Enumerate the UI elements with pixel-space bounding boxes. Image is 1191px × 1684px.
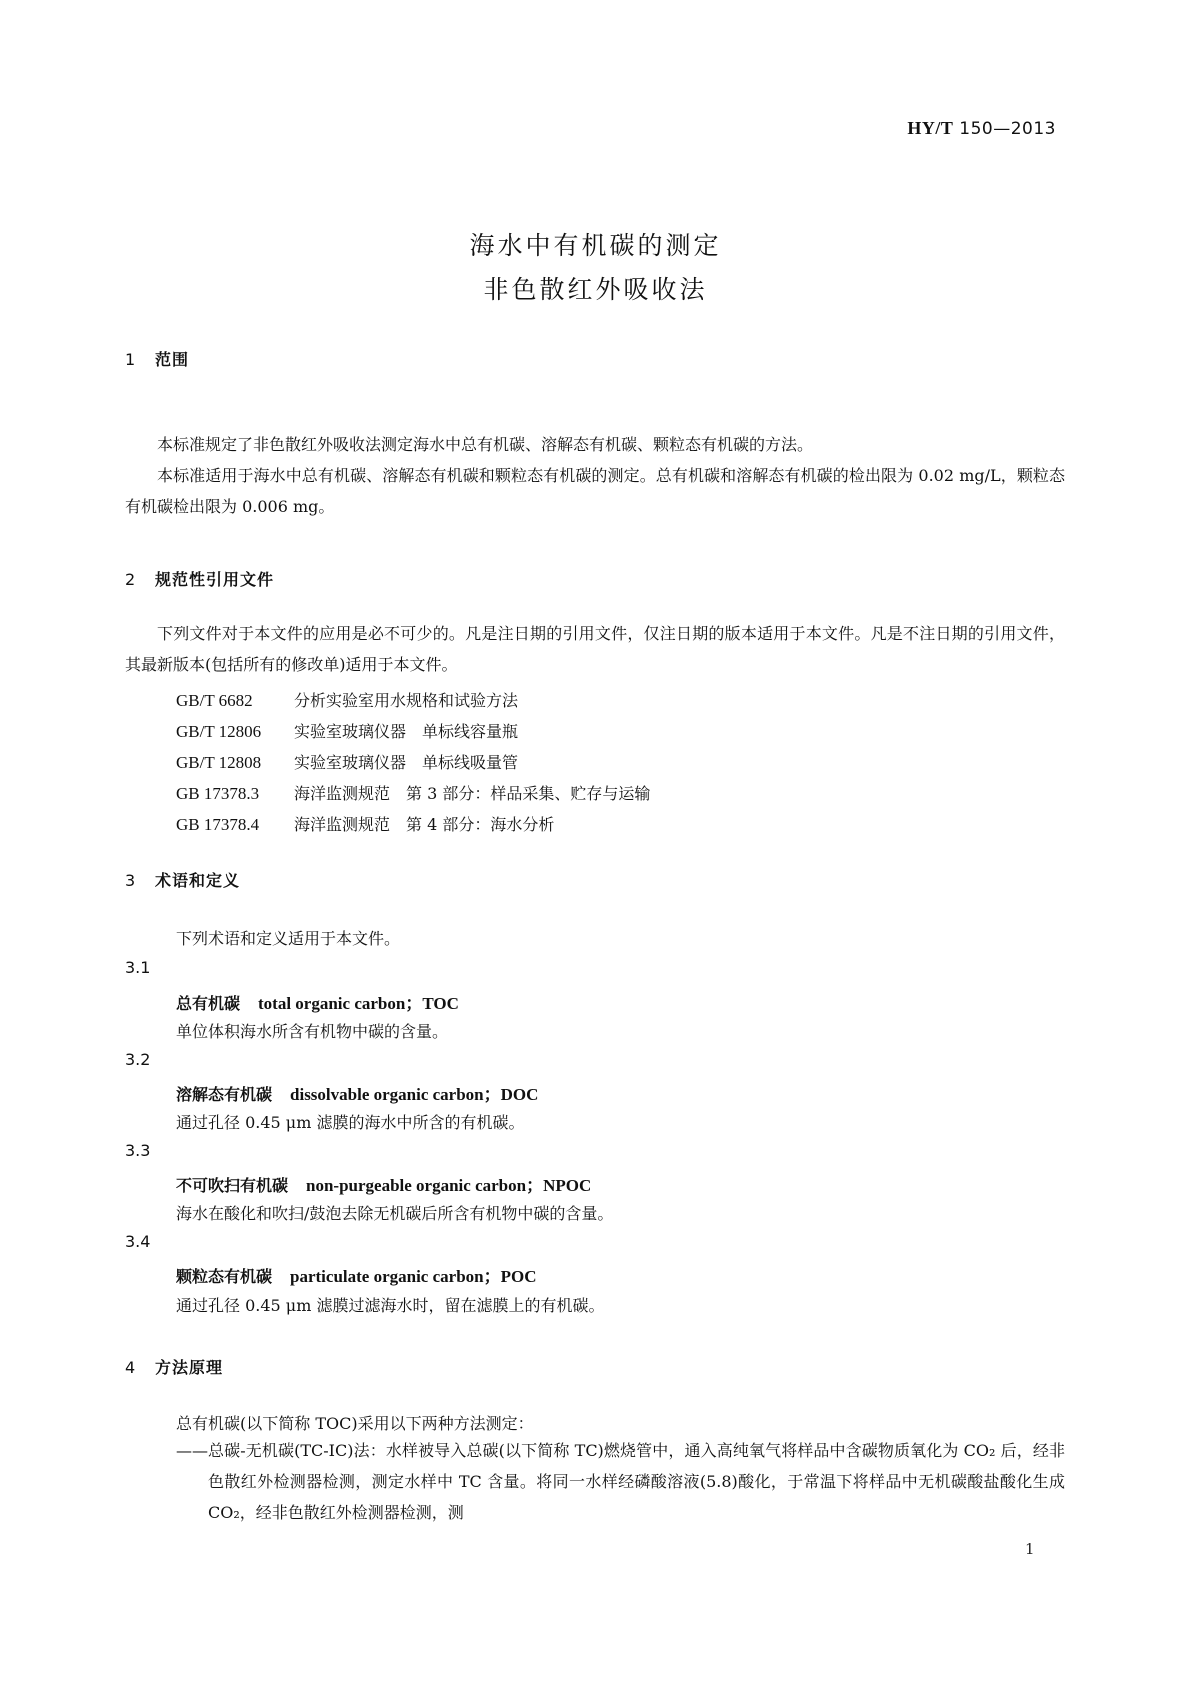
- reference-item: [176, 781, 650, 804]
- reference-title: 实验室玻璃仪器 单标线容量瓶: [294, 722, 519, 741]
- term-title: [176, 1080, 538, 1105]
- section-number: 4: [125, 1358, 137, 1377]
- section-title: 规范性引用文件: [155, 570, 275, 589]
- term-english: non-purgeable organic carbon；NPOC: [306, 1176, 592, 1195]
- term-number: 3.1: [125, 958, 151, 977]
- term-title: [176, 1262, 536, 1287]
- reference-title: 海洋监测规范 第 3 部分：样品采集、贮存与运输: [294, 784, 651, 803]
- section-2-heading: [125, 567, 274, 590]
- page-number: 1: [1025, 1540, 1035, 1558]
- reference-code: GB/T 12806: [176, 722, 262, 741]
- scope-paragraph-2: 本标准适用于海水中总有机碳、溶解态有机碳和颗粒态有机碳的测定。总有机碳和溶解态有机碳的检出限为 0.02 mg/L，颗粒态有机碳检出限为 0.006 mg。: [125, 466, 1065, 516]
- term-number: 3.4: [125, 1232, 151, 1251]
- term-number: 3.3: [125, 1141, 151, 1160]
- term-definition: 海水在酸化和吹扫/鼓泡去除无机碳后所含有机物中碳的含量。: [176, 1204, 614, 1223]
- section-title: 术语和定义: [155, 871, 241, 890]
- method-description: 总碳-无机碳(TC-IC)法：水样被导入总碳(以下简称 TC)燃烧管中，通入高纯氧气将样品中含碳物质氧化为 CO₂ 后，经非色散红外检测器检测，测定水样中 TC 含量。将同一水样经磷酸溶液(5.8)酸化，于常温下将样品中无机碳酸盐酸化生成 CO₂，经非色散红外检测器检测，测: [208, 1441, 1065, 1522]
- dash-marker: ——: [176, 1441, 208, 1460]
- section-number: 3: [125, 871, 137, 890]
- reference-item: [176, 750, 518, 773]
- section-title: 方法原理: [155, 1358, 224, 1377]
- term-title: [176, 989, 459, 1014]
- section-4-heading: [125, 1355, 223, 1378]
- reference-code: GB/T 12808: [176, 753, 262, 772]
- section-number: 1: [125, 350, 137, 369]
- document-code-prefix: HY/T: [907, 118, 954, 138]
- section-3-heading: [125, 868, 240, 891]
- section-title: 范围: [155, 350, 190, 369]
- title-line-2: 非色散红外吸收法: [483, 275, 708, 304]
- term-number: 3.2: [125, 1050, 151, 1069]
- term-chinese: 颗粒态有机碳: [176, 1267, 273, 1286]
- reference-item: [176, 688, 518, 711]
- term-definition: 单位体积海水所含有机物中碳的含量。: [176, 1022, 449, 1041]
- reference-title: 分析实验室用水规格和试验方法: [294, 691, 519, 710]
- document-title: [0, 224, 1191, 312]
- reference-title: 实验室玻璃仪器 单标线吸量管: [294, 753, 519, 772]
- terms-intro: 下列术语和定义适用于本文件。: [176, 929, 401, 948]
- document-code-number: 150—2013: [959, 119, 1056, 139]
- term-title: [176, 1171, 591, 1196]
- term-chinese: 溶解态有机碳: [176, 1085, 273, 1104]
- term-definition: 通过孔径 0.45 μm 滤膜的海水中所含的有机碳。: [176, 1113, 525, 1132]
- reference-item: [176, 719, 518, 742]
- reference-code: GB 17378.3: [176, 784, 260, 803]
- scope-paragraph-1: 本标准规定了非色散红外吸收法测定海水中总有机碳、溶解态有机碳、颗粒态有机碳的方法。: [157, 435, 814, 454]
- term-chinese: 不可吹扫有机碳: [176, 1176, 289, 1195]
- reference-title: 海洋监测规范 第 4 部分：海水分析: [294, 815, 555, 834]
- references-intro: 下列文件对于本文件的应用是必不可少的。凡是注日期的引用文件，仅注日期的版本适用于本文件。凡是不注日期的引用文件，其最新版本(包括所有的修改单)适用于本文件。: [125, 624, 1065, 674]
- reference-item: [176, 812, 554, 835]
- principle-intro: 总有机碳(以下简称 TOC)采用以下两种方法测定：: [176, 1414, 534, 1433]
- term-chinese: 总有机碳: [176, 994, 241, 1013]
- reference-code: GB/T 6682: [176, 691, 253, 710]
- section-1-heading: [125, 347, 189, 370]
- reference-code: GB 17378.4: [176, 815, 260, 834]
- document-code: [907, 118, 1056, 139]
- term-english: particulate organic carbon；POC: [290, 1267, 537, 1286]
- method-item-tc-ic: [125, 1435, 1065, 1528]
- section-number: 2: [125, 570, 137, 589]
- term-definition: 通过孔径 0.45 μm 滤膜过滤海水时，留在滤膜上的有机碳。: [176, 1296, 605, 1315]
- title-line-1: 海水中有机碳的测定: [469, 231, 722, 260]
- term-english: dissolvable organic carbon；DOC: [290, 1085, 539, 1104]
- term-english: total organic carbon；TOC: [258, 994, 459, 1013]
